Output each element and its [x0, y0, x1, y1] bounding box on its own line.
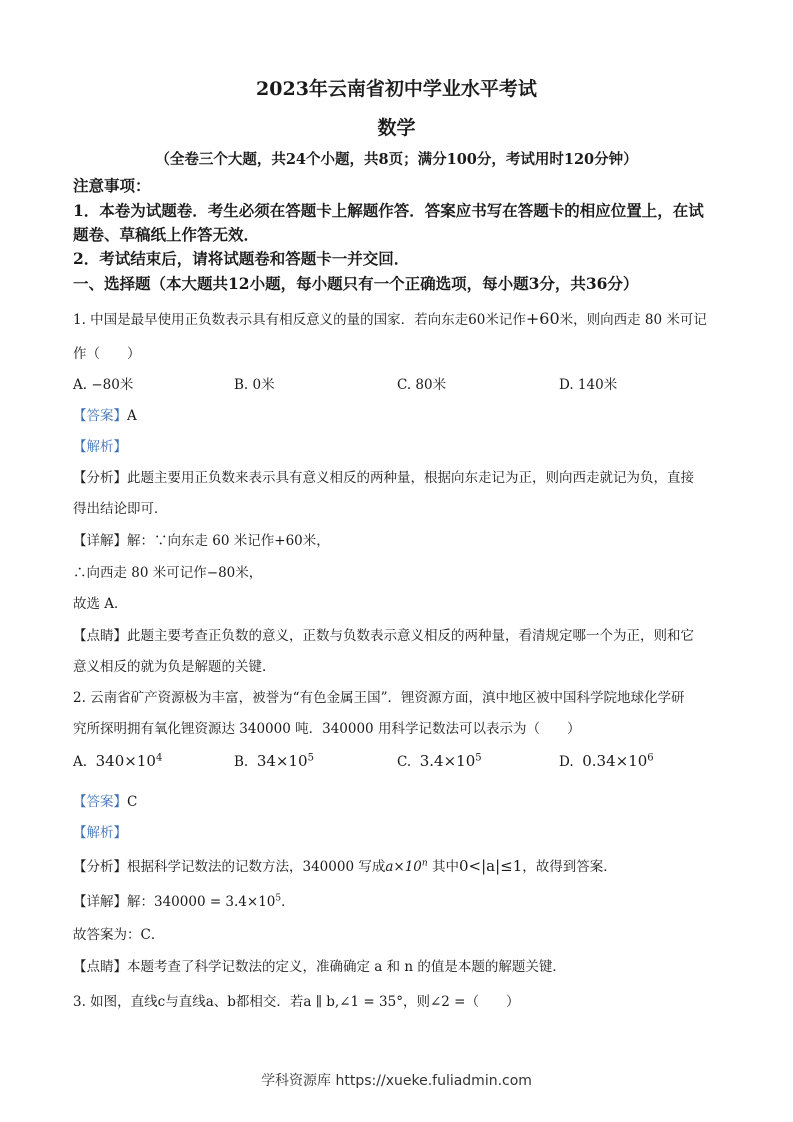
q1-detail-line-1: 【详解】解：∵向东走 60 米记作+60米，: [73, 533, 330, 549]
q1-option-b: B. 0米: [234, 377, 275, 393]
exam-subject: 数学: [377, 117, 416, 139]
q1-fenxi-line-1: 【分析】此题主要用正负数来表示具有意义相反的两种量，根据向东走记为正，则向西走就记为负，直接: [73, 470, 694, 486]
q2-detail-line-1: 【详解】解：$340000 = 3.4\times 10^5$．: [73, 893, 295, 910]
q1-option-c: C. 80米: [397, 377, 447, 393]
q1-stem-line-2: 作（ ）: [73, 346, 141, 362]
notes-item-1-line-1: 1．本卷为试题卷．考生必须在答题卡上解题作答．答案应书写在答题卡的相应位置上，在试: [73, 201, 704, 220]
q2-answer: 【答案】C: [73, 794, 138, 810]
q1-option-a: A. −80米: [73, 377, 134, 393]
q2-option-a: A. $340\times 10^4$: [73, 752, 163, 770]
q1-answer: 【答案】A: [73, 408, 137, 424]
q2-option-b: B. $34\times 10^5$: [234, 752, 314, 770]
exam-info: （全卷三个大题，共24个小题，共8页；满分100分，考试用时120分钟）: [155, 151, 638, 168]
q2-analysis-tag: 【解析】: [73, 825, 127, 841]
q1-comment-line-1: 【点睛】此题主要考查正负数的意义，正数与负数表示意义相反的两种量，看清规定哪一个为正，则和它: [73, 628, 694, 644]
q2-fenxi-line-1: 【分析】根据科学记数法的记数方法，340000 写成$a\times 10^n$ 其中0<|a|≤1，故得到答案．: [73, 857, 617, 875]
q2-option-c: C. $3.4\times 10^5$: [397, 752, 482, 770]
q1-comment-line-2: 意义相反的就为负是解题的关键．: [73, 659, 276, 675]
q2-stem-line-1: 2. 云南省矿产资源极为丰富，被誉为“有色金属王国”．锂资源方面，滇中地区被中国科学院地球化学研: [73, 690, 685, 706]
q2-stem-line-2: 究所探明拥有氧化锂资源达 340000 吨．340000 用科学记数法可以表示为（ ）: [73, 721, 581, 737]
q1-fenxi-line-2: 得出结论即可．: [73, 501, 168, 517]
notes-heading: 注意事项：: [73, 176, 151, 195]
q1-detail-line-3: 故选 A．: [73, 596, 128, 612]
q1-option-d: D. 140米: [559, 377, 618, 393]
section-1-heading: 一、选择题（本大题共12小题，每小题只有一个正确选项，每小题3分，共36分）: [73, 274, 639, 293]
q2-detail-line-2: 故答案为：C．: [73, 927, 165, 943]
exam-title: 2023年云南省初中学业水平考试: [256, 78, 537, 100]
q1-analysis-tag: 【解析】: [73, 439, 127, 455]
notes-item-2: 2．考试结束后，请将试题卷和答题卡一并交回．: [73, 249, 410, 268]
q2-comment-line-1: 【点睛】本题考查了科学记数法的定义，准确确定 a 和 n 的值是本题的解题关键．: [73, 959, 566, 975]
q2-option-d: D. $0.34\times 10^6$: [559, 752, 654, 770]
q1-stem-line-1: 1. 中国是最早使用正负数表示具有相反意义的量的国家．若向东走60米记作+60米，则向西走 80 米可记: [73, 309, 707, 328]
notes-item-1-line-2: 题卷、草稿纸上作答无效．: [73, 225, 260, 244]
footer-watermark: 学科资源库 https://xueke.fuliadmin.com: [261, 1073, 532, 1089]
q1-math-plus60: +60: [525, 309, 560, 328]
q3-stem: 3. 如图，直线c与直线a、b都相交．若a ∥ b,∠1 = 35°，则∠2 =（ ）: [73, 994, 520, 1010]
q1-detail-line-2: ∴向西走 80 米可记作−80米，: [73, 565, 263, 581]
